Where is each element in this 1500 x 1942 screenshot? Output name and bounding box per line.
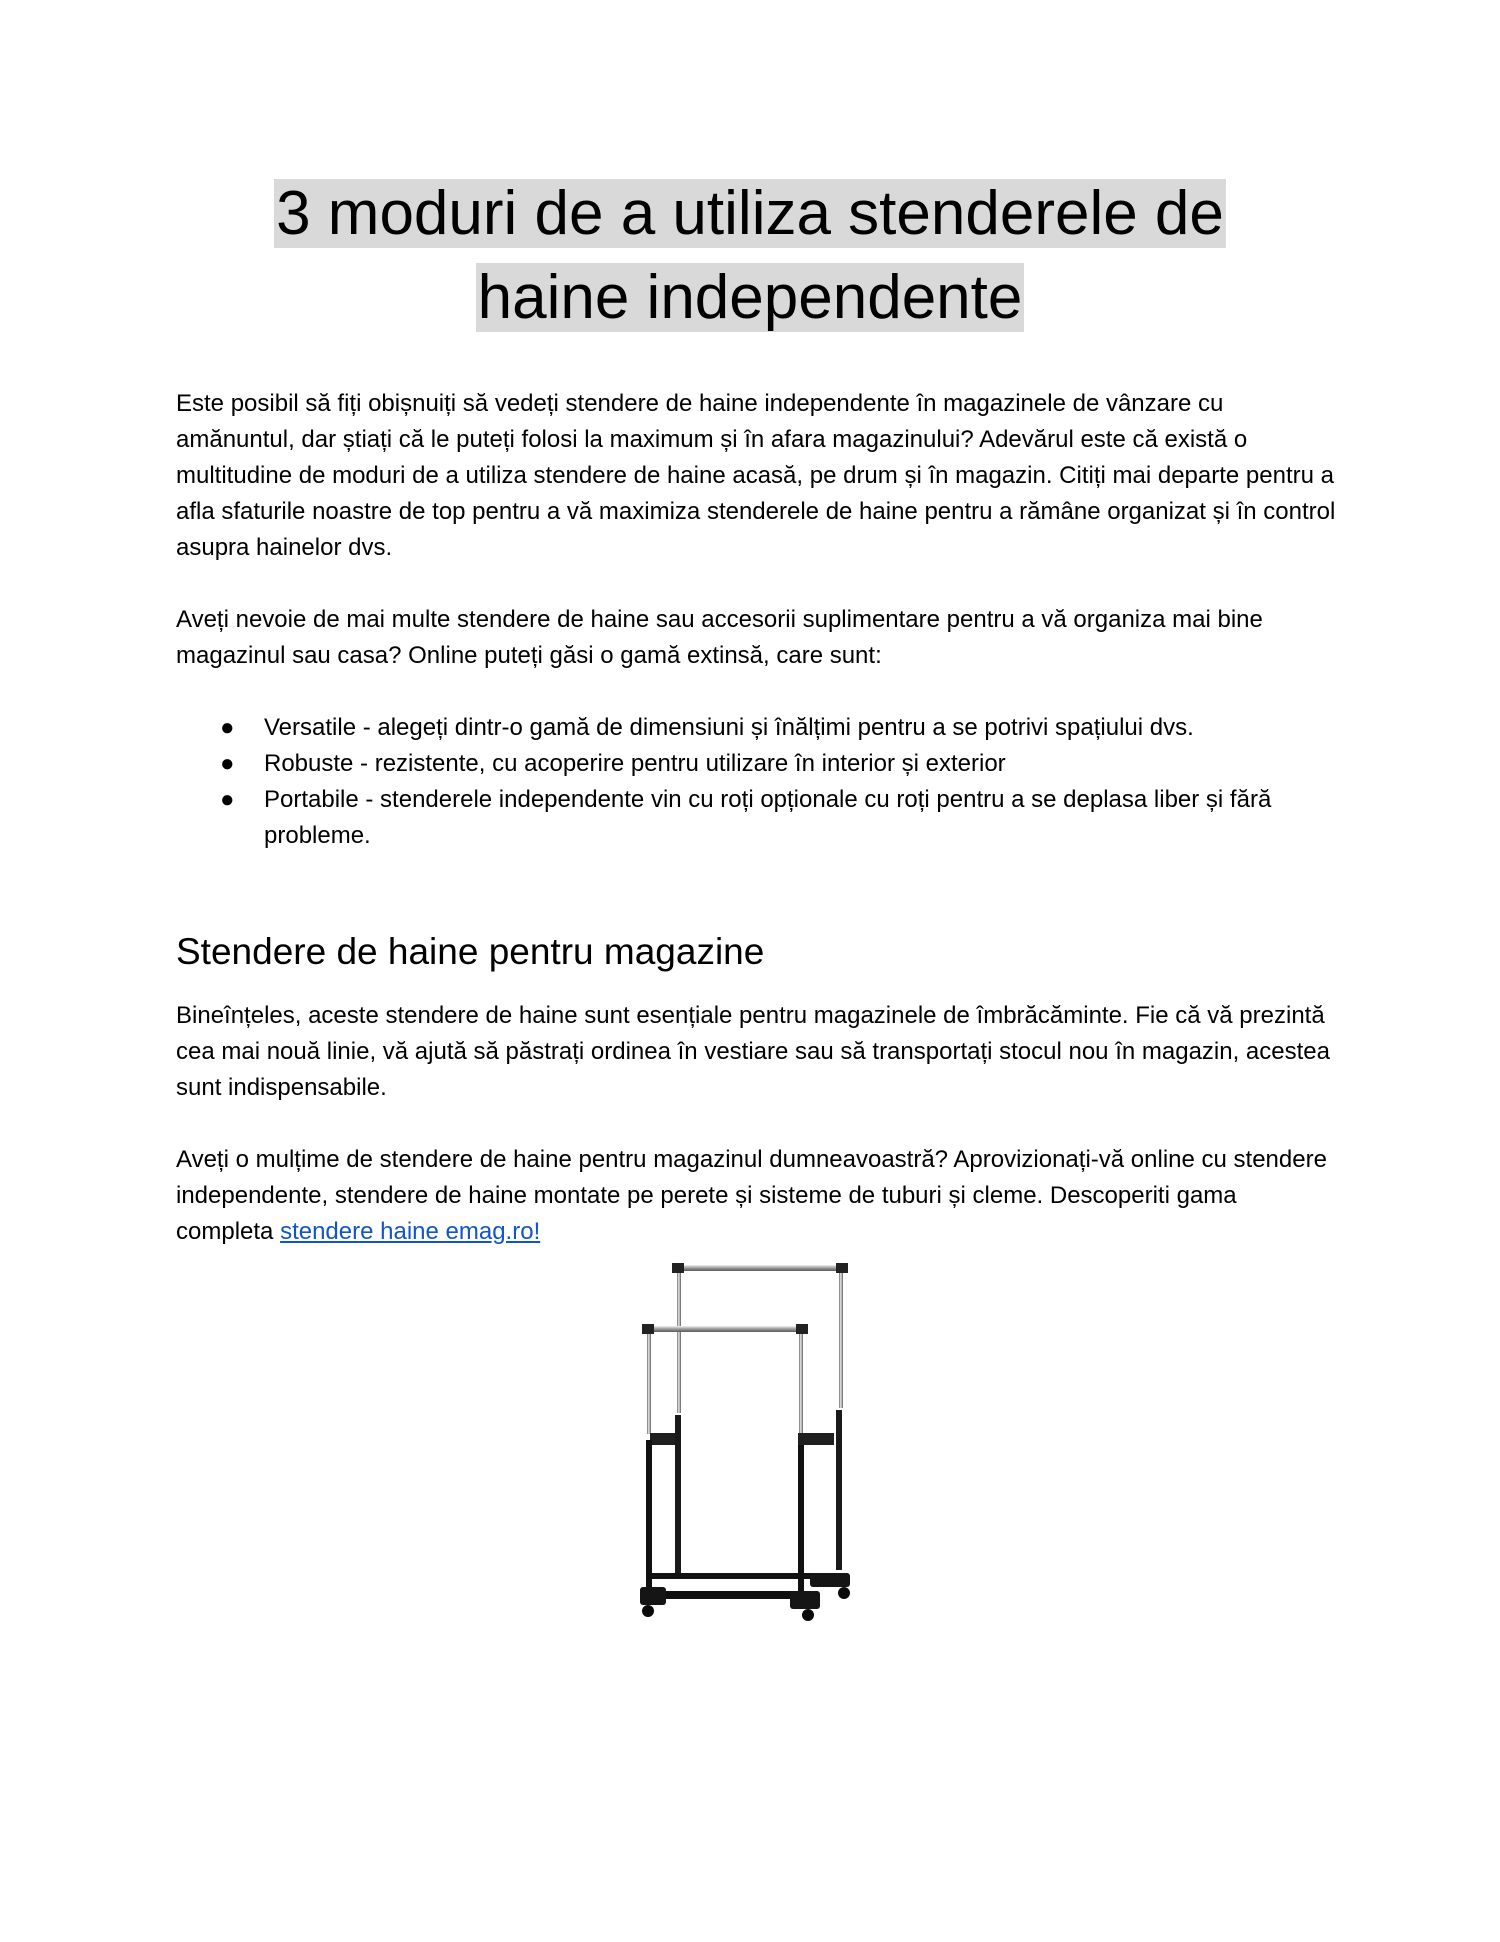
lower-rail <box>650 1326 800 1332</box>
base-right <box>790 1591 820 1609</box>
list-item <box>176 746 1336 782</box>
bullet-icon: ● <box>220 786 235 813</box>
lower-rail-cap-right <box>796 1324 808 1334</box>
lower-rail-cap-left <box>642 1324 654 1334</box>
black-leg-front-right <box>798 1445 804 1595</box>
section-paragraph: Bineînțeles, aceste stendere de haine sunt esențiale pentru magazinele de îmbrăcăminte. Fie că vă prezintă cea mai nouă linie, vă ajută să păstrați ordinea în vestiare sau să transportați stocul nou în magazin, acestea sunt indispensabile. <box>176 1002 1330 1101</box>
wheel-icon <box>642 1605 654 1617</box>
list-item-text: Versatile - alegeți dintr-o gamă de dimensiuni și înălțimi pentru a se potrivi spațiului dvs. <box>264 714 1194 741</box>
top-rail-cap-right <box>836 1263 848 1273</box>
clamp-right <box>798 1433 834 1445</box>
section-heading: Stendere de haine pentru magazine <box>176 931 765 972</box>
base-back-right <box>810 1573 850 1587</box>
black-leg-front-left <box>646 1440 652 1590</box>
list-item-text: Portabile - stenderele independente vin cu roți opționale cu roți pentru a se deplasa liber și fără probleme. <box>264 786 1272 849</box>
black-leg-back-right <box>836 1410 842 1570</box>
section-paragraph-with-link <box>176 1142 1336 1250</box>
list-item <box>176 782 1336 854</box>
top-rail <box>680 1265 840 1271</box>
base-left <box>640 1587 666 1605</box>
feature-list <box>176 710 1336 854</box>
wheel-icon <box>838 1587 850 1599</box>
intro-paragraph: Este posibil să fiți obișnuiți să vedeți stendere de haine independente în magazinele de vânzare cu amănuntul, dar știați că le puteți folosi la maximum și în afara magazinului? Adevărul este că există o multitudine de moduri de a utiliza stendere de haine acasă, pe drum și în magazin. Citiți mai departe pentru a afla sfaturile noastre de top pentru a vă maximiza stenderele de haine pentru a rămâne organizat și în control asupra hainelor dvs. <box>176 390 1336 561</box>
list-item <box>176 710 1336 746</box>
list-item-text: Robuste - rezistente, cu acoperire pentru utilizare în interior și exterior <box>264 750 1006 777</box>
title-line-2: haine independente <box>477 263 1023 332</box>
shoe-bar-front <box>645 1591 810 1599</box>
black-leg-back-left <box>675 1415 681 1575</box>
page-title <box>160 172 1340 340</box>
clothes-rack-icon <box>640 1255 860 1635</box>
bullet-icon: ● <box>220 750 235 777</box>
section-paragraph-text: Aveți o mulțime de stendere de haine pentru magazinul dumneavoastră? Aprovizionați-vă online cu stendere independente, stendere de haine montate pe perete și sisteme de tuburi și cleme. Descoperiti gama completa <box>176 1146 1327 1245</box>
front-pole-right <box>799 1334 803 1439</box>
wheel-icon <box>802 1609 814 1621</box>
needs-paragraph: Aveți nevoie de mai multe stendere de haine sau accesorii suplimentare pentru a vă organiza mai bine magazinul sau casa? Online puteți găsi o gamă extinsă, care sunt: <box>176 606 1263 669</box>
emag-link[interactable]: stendere haine emag.ro! <box>280 1218 541 1245</box>
upper-pole-right <box>839 1273 843 1408</box>
bullet-icon: ● <box>220 714 235 741</box>
title-line-1: 3 moduri de a utiliza stenderele de <box>276 179 1224 248</box>
front-pole-left <box>647 1334 651 1434</box>
top-rail-cap-left <box>672 1263 684 1273</box>
upper-pole-left <box>677 1273 681 1413</box>
